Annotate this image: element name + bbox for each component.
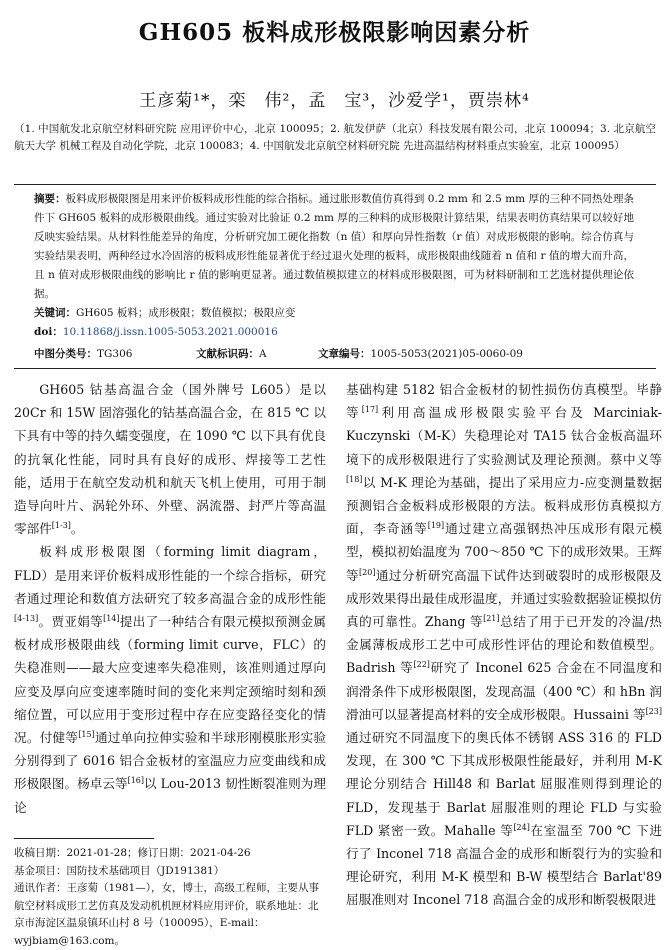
- body-text: 以 Lou-2013 韧性断裂准则为理论: [14, 776, 326, 815]
- clc-field: [34, 345, 132, 364]
- author-list: 王彦菊¹*，栾 伟²，孟 宝³，沙爱学¹，贾崇林⁴: [139, 91, 530, 111]
- citation-ref[interactable]: [19]: [427, 521, 445, 531]
- body-text: 通过建立高强钢热冲压成形有限元模型，模拟初始温度为 700～850 ℃ 下的成形效果。王辉等: [346, 521, 662, 583]
- body-paragraph: [346, 378, 662, 912]
- body-text: 通过研究不同温度下的奥氏体不锈钢 ASS 316 的 FLD 发现，在 300 ℃ 下其成形极限性能最好，并利用 M-K 理论分别结合 Hill48 和 Barlat 屈服准则得到理论的 FLD，发现基于 Barlat 屈服准则的理论 FLD 与实验 FLD 紧密一致。Mahalle 等: [346, 730, 662, 838]
- citation-ref[interactable]: [15]: [78, 729, 95, 739]
- citation-ref[interactable]: [14]: [103, 613, 120, 623]
- citation-ref[interactable]: [18]: [346, 474, 363, 484]
- doi-line: [34, 323, 634, 342]
- corresponding-author: 通讯作者：王彦菊（1981—），女，博士，高级工程师，主要从事航空材料成形工艺仿真及发动机机匣材料应用评价，联系地址：北京市海淀区温泉镇环山村 8 号（100095），E-mail：wyjbiam@163.com。: [14, 882, 319, 947]
- body-text: 总结了用于已开发的冷温/热金属薄板成形工艺中可成形性评估的理论和数值模型。Badrish 等: [346, 614, 663, 676]
- citation-ref[interactable]: [23]: [645, 706, 662, 716]
- body-text: 通过分析研究高温下试件达到破裂时的成形极限及成形效果得出最佳成形温度，并通过实验数据验证模拟仿真的可靠性。Zhang 等: [346, 567, 663, 630]
- abstract-text: 板料成形极限图是用来评价板料成形性能的综合指标。通过胀形数值仿真得到 0.2 mm 和 2.5 mm 厚的三种不同热处理条件下 GH605 板料的成形极限曲线。通过实验对比验证 0.2 mm 厚的三种料的成形极限计算结果，结果表明仿真结果可以较好地反映实验结果。从材料性能差异的角度，分析研究加工硬化指数（n 值）和厚向异性指数（r 值）对成形极限的影响。综合仿真与实验结果表明，两种经过水冷固溶的板料成形性能显著优于经过退火处理的板料，成形极限曲线随着 n 值和 r 值的增大而升高，且 n 值对成形极限曲线的影响比 r 值的影响更显著。通过数值模拟建立的材料成形极限图，可为材料研制和工艺选材提供理论依据。: [34, 193, 634, 300]
- article-no-label: 文章编号：: [318, 348, 371, 360]
- doc-code-field: [196, 345, 267, 364]
- fund-info: 基金项目：国防技术基础项目（JD191381）: [14, 864, 225, 877]
- footnote-block: [14, 845, 326, 950]
- body-text: 。: [70, 521, 84, 537]
- citation-ref[interactable]: [16]: [127, 776, 144, 786]
- affiliations: （1. 中国航发北京航空材料研究院 应用评价中心，北京 100095；2. 航发伊萨（北京）科技发展有限公司，北京 100094；3. 北京航空航天大学 机械工程及自动化学院，北京 100083；4. 中国航发北京航空材料研究院 先进高温结构材料重点实验室，北京 100095）: [14, 123, 656, 152]
- body-text: 板料成形极限图（forming limit diagram，FLD）是用来评价板料成形性能的一个综合指标，研究者通过理论和数值方法研究了较多高温合金的成形性能: [14, 544, 326, 606]
- body-text: GH605 钴基高温合金（国外牌号 L605）是以 20Cr 和 15W 固溶强化的钴基高温合金，在 815 ℃ 以下具有中等的持久蠕变强度，在 1090 ℃ 以下具有优良的抗氧化性能，同时具有良好的成形、焊接等工艺性能，适用于在航空发动机和航天飞机上使用，可用于制造导向叶片、涡轮外环、外壁、涡流器、封严片等高温零部件: [14, 382, 326, 537]
- article-no-field: [318, 345, 523, 364]
- abstract-label: 摘要：: [34, 193, 66, 205]
- citation-ref[interactable]: [20]: [359, 567, 376, 577]
- citation-ref[interactable]: [24]: [513, 822, 530, 832]
- clc-value: TG306: [97, 348, 133, 360]
- body-paragraph: [14, 540, 326, 818]
- doc-code-label: 文献标识码：: [196, 348, 259, 360]
- body-text: 通过单向拉伸实验和半球形刚模胀形实验分别得到了 6016 铝合金板材的室温应力应变曲线和成形极限图。杨卓云等: [14, 730, 327, 792]
- abstract-bottom-rule: [14, 368, 656, 369]
- article-no-value: 1005-5053(2021)05-0060-09: [370, 348, 523, 360]
- abstract-top-rule: [14, 184, 656, 185]
- body-paragraph: [14, 378, 326, 540]
- abstract-paragraph: [34, 190, 634, 304]
- citation-ref[interactable]: [4-13]: [14, 613, 39, 623]
- body-text: 基础构建 5182 铝合金板材的韧性损伤仿真模型。毕静等: [346, 382, 662, 421]
- body-text: 提出了一种结合有限元模拟预测金属板材成形极限曲线（forming limit curve，FLC）的失稳准则——最大应变速率失稳准则，该准则通过厚向应变及厚向应变速率随时间的变化来判定颈缩时刻和颈缩位置，可以应用于变形过程中存在应变路径变化的情况。付健等: [14, 614, 327, 746]
- footnote-rule: [14, 838, 154, 839]
- doi-link[interactable]: 10.11868/j.issn.1005-5053.2021.000016: [62, 326, 278, 338]
- paper-title: GH605 板料成形极限影响因素分析: [138, 19, 531, 46]
- citation-ref[interactable]: [1-3]: [51, 521, 71, 531]
- body-text: 研究了 Inconel 625 合金在不同温度和润滑条件下成形极限图，发现高温（400 ℃）和 hBn 润滑油可以显著提高材料的安全成形极限。Hussaini 等: [346, 660, 662, 722]
- doi-label: doi：: [34, 326, 63, 338]
- clc-label: 中图分类号：: [34, 348, 97, 360]
- received-date: 收稿日期：2021-01-28；修订日期：2021-04-26: [14, 847, 251, 859]
- body-text: 以 M-K 理论为基础，提出了采用应力-应变测量数据预测铝合金板料成形极限的方法。板料成形仿真模拟方面，李奇涵等: [346, 474, 662, 537]
- body-right-column: [346, 378, 662, 912]
- keywords-line: [34, 304, 634, 323]
- citation-ref[interactable]: [21]: [483, 613, 500, 623]
- body-text: 在室温至 700 ℃ 下进行了 Inconel 718 高温合金的成形和断裂行为的实验和理论研究，利用 M-K 模型和 B-W 模型结合 Barlat'89 屈服准则对 Inconel 718 高温合金的成形和断裂极限进: [346, 822, 662, 908]
- abstract-block: [34, 190, 634, 342]
- body-text: 利用高温成形极限实验平台及 Marciniak-Kuczynski（M-K）失稳理论对 TA15 钛合金板高温环境下的成形极限进行了实验测试及理论预测。蔡中义等: [346, 405, 662, 467]
- body-left-column: [14, 378, 326, 819]
- keywords-text: GH605 板料；成形极限；数值模拟；极限应变: [76, 307, 296, 319]
- doc-code-value: A: [259, 348, 267, 360]
- body-text: 。贾亚娟等: [38, 614, 104, 630]
- citation-ref[interactable]: [22]: [413, 660, 430, 670]
- citation-ref[interactable]: [17]: [361, 405, 379, 415]
- keywords-label: 关键词：: [34, 307, 76, 319]
